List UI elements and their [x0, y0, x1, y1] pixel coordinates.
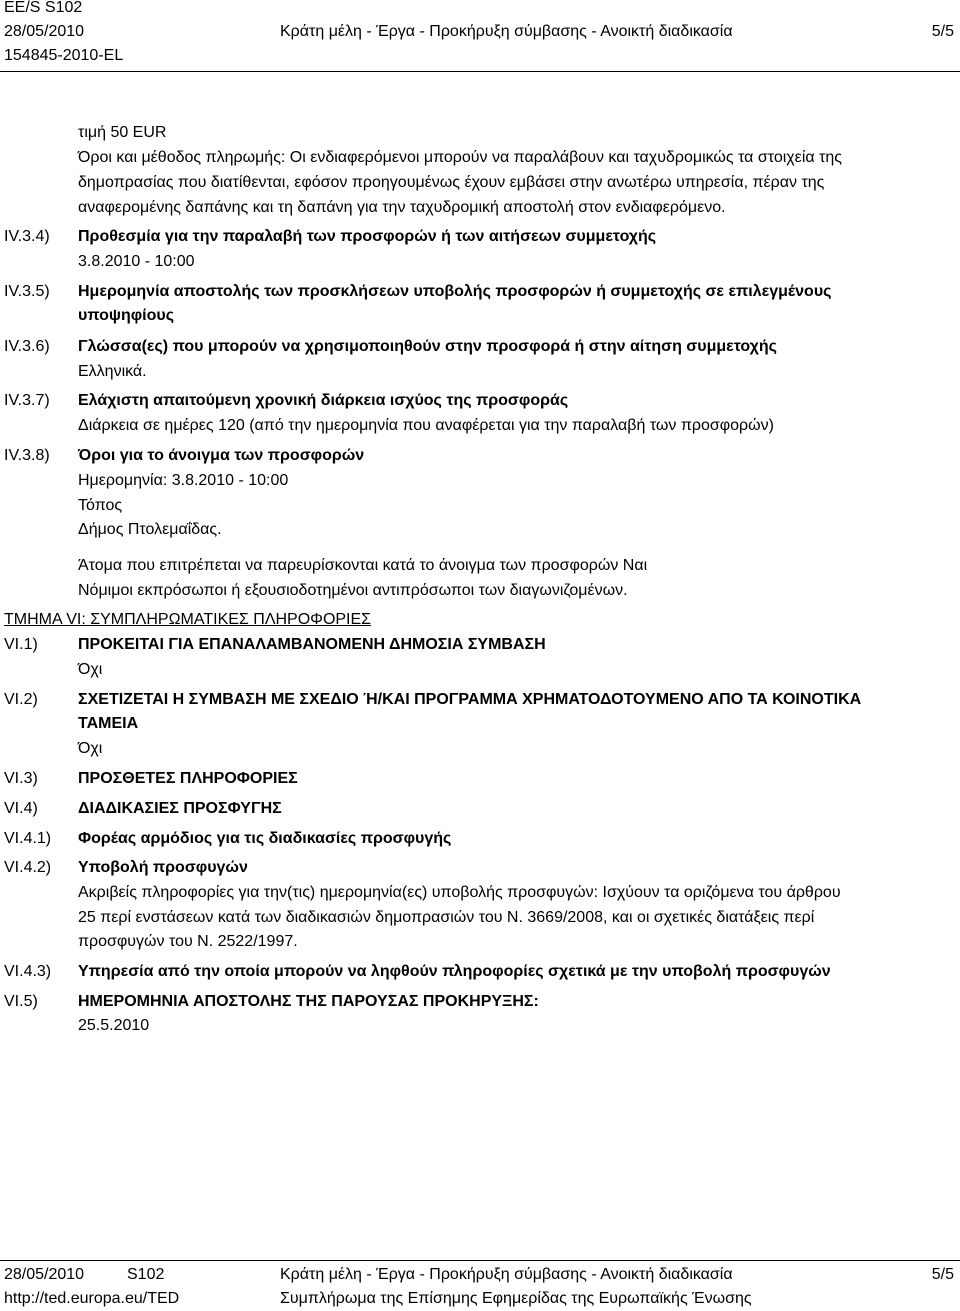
eu-funds-value: Όχι — [78, 740, 103, 757]
section-number: VI.4.1) — [4, 830, 52, 847]
place-value: Δήμος Πτολεμαΐδας. — [78, 521, 222, 538]
section-heading: Φορέας αρμόδιος για τις διαδικασίες προσφυγής — [78, 830, 452, 847]
section-number: IV.3.7) — [4, 392, 50, 409]
footer-page: 5/5 — [931, 1266, 954, 1283]
section-heading: Ελάχιστη απαιτούμενη χρονική διάρκεια ισχύος της προσφοράς — [78, 392, 569, 409]
section-number: IV.3.4) — [4, 228, 50, 245]
section-number: VI.4.2) — [4, 859, 52, 876]
section-heading: ΣΧΕΤΙΖΕΤΑΙ Η ΣΥΜΒΑΣΗ ΜΕ ΣΧΕΔΙΟ Ή/ΚΑΙ ΠΡΟΓΡΑΜΜΑ ΧΡΗΜΑΤΟΔΟΤΟΥΜΕΝΟ ΑΠΟ ΤΑ ΚΟΙΝΟΤΙΚΑ — [78, 691, 862, 708]
appeal-text-3: προσφυγών του Ν. 2522/1997. — [78, 933, 298, 950]
section-number: VI.3) — [4, 770, 38, 787]
section-number: IV.3.6) — [4, 338, 50, 355]
header-divider — [0, 71, 960, 72]
language-value: Ελληνικά. — [78, 363, 147, 380]
place-label: Τόπος — [78, 497, 123, 514]
section-number: VI.5) — [4, 993, 38, 1010]
section-number: VI.2) — [4, 691, 38, 708]
header-date: 28/05/2010 — [4, 23, 85, 40]
section-heading: Όροι για το άνοιγμα των προσφορών — [78, 447, 365, 464]
recurrent-value: Όχι — [78, 661, 103, 678]
section-heading: Υποβολή προσφυγών — [78, 859, 248, 876]
appeal-text-1: Ακριβείς πληροφορίες για την(τις) ημερομηνία(ες) υποβολής προσφυγών: Ισχύουν τα οριζόμενα του άρθρου — [78, 884, 841, 901]
footer-divider — [0, 1260, 960, 1261]
footer-journal: Συμπλήρωμα της Επίσημης Εφημερίδας της Ευρωπαϊκής Ένωσης — [280, 1290, 752, 1307]
section-number: VI.4.3) — [4, 963, 52, 980]
section-heading: ΗΜΕΡΟΜΗΝΙΑ ΑΠΟΣΤΟΛΗΣ ΤΗΣ ΠΑΡΟΥΣΑΣ ΠΡΟΚΗΡΥΞΗΣ: — [78, 993, 539, 1010]
header-title: Κράτη μέλη - Έργα - Προκήρυξη σύμβασης - Ανοικτή διαδικασία — [280, 23, 733, 40]
persons-allowed: Άτομα που επιτρέπεται να παρευρίσκονται κατά το άνοιγμα των προσφορών Ναι — [78, 557, 648, 574]
section-heading-cont: ΤΑΜΕΙΑ — [78, 715, 139, 732]
payment-text-1: Όροι και μέθοδος πληρωμής: Οι ενδιαφερόμενοι μπορούν να παραλάβουν και ταχυδρομικώς τα στοιχεία της — [78, 149, 842, 166]
deadline-value: 3.8.2010 - 10:00 — [78, 253, 195, 270]
payment-text-2: δημοπρασίας που διατίθενται, εφόσον προηγουμένως έχουν εμβάσει στην ανωτέρω υπηρεσία, πέραν της — [78, 174, 825, 191]
footer-url[interactable]: http://ted.europa.eu/TED — [4, 1290, 180, 1307]
section-heading-cont: υποψηφίους — [78, 307, 175, 324]
section-heading: ΔΙΑΔΙΚΑΣΙΕΣ ΠΡΟΣΦΥΓΗΣ — [78, 800, 282, 817]
notice-number: 154845-2010-EL — [4, 47, 124, 64]
section-heading: Γλώσσα(ες) που μπορούν να χρησιμοποιηθούν στην προσφορά ή στην αίτηση συμμετοχής — [78, 338, 777, 355]
footer-title: Κράτη μέλη - Έργα - Προκήρυξη σύμβασης - Ανοικτή διαδικασία — [280, 1266, 733, 1283]
section-number: VI.1) — [4, 636, 38, 653]
header-page: 5/5 — [931, 23, 954, 40]
section-number: IV.3.8) — [4, 447, 50, 464]
appeal-text-2: 25 περί ενστάσεων κατά των διαδικασιών δημοπρασιών του Ν. 3669/2008, και οι σχετικές διατάξεις περί — [78, 909, 815, 926]
section-heading: Υπηρεσία από την οποία μπορούν να ληφθούν πληροφορίες σχετικά με την υποβολή προσφυγών — [78, 963, 831, 980]
footer-date: 28/05/2010 — [4, 1266, 85, 1283]
doc-id: EE/S S102 — [4, 0, 83, 16]
payment-text-3: αναφερομένης δαπάνης και τη δαπάνη για την ταχυδρομική αποστολή στον ενδιαφερόμενο. — [78, 199, 726, 216]
price-text: τιμή 50 EUR — [78, 124, 167, 141]
section-heading: Ημερομηνία αποστολής των προσκλήσεων υποβολής προσφορών ή συμμετοχής σε επιλεγμένους — [78, 283, 832, 300]
validity-value: Διάρκεια σε ημέρες 120 (από την ημερομηνία που αναφέρεται για την παραλαβή των προσφορών) — [78, 417, 774, 434]
section-heading: ΠΡΟΣΘΕΤΕΣ ΠΛΗΡΟΦΟΡΙΕΣ — [78, 770, 298, 787]
footer-code: S102 — [127, 1266, 165, 1283]
section-number: VI.4) — [4, 800, 38, 817]
section-heading: ΠΡΟΚΕΙΤΑΙ ΓΙΑ ΕΠΑΝΑΛΑΜΒΑΝΟΜΕΝΗ ΔΗΜΟΣΙΑ ΣΥΜΒΑΣΗ — [78, 636, 546, 653]
section-number: IV.3.5) — [4, 283, 50, 300]
dispatch-date: 25.5.2010 — [78, 1017, 150, 1034]
opening-date: Ημερομηνία: 3.8.2010 - 10:00 — [78, 472, 289, 489]
section-heading: Προθεσμία για την παραλαβή των προσφορών ή των αιτήσεων συμμετοχής — [78, 228, 657, 245]
section-6-title: ΤΜΗΜΑ VI: ΣΥΜΠΛΗΡΩΜΑΤΙΚΕΣ ΠΛΗΡΟΦΟΡΙΕΣ — [4, 611, 372, 628]
persons-detail: Νόμιμοι εκπρόσωποι ή εξουσιοδοτημένοι αντιπρόσωποι των διαγωνιζομένων. — [78, 582, 628, 599]
